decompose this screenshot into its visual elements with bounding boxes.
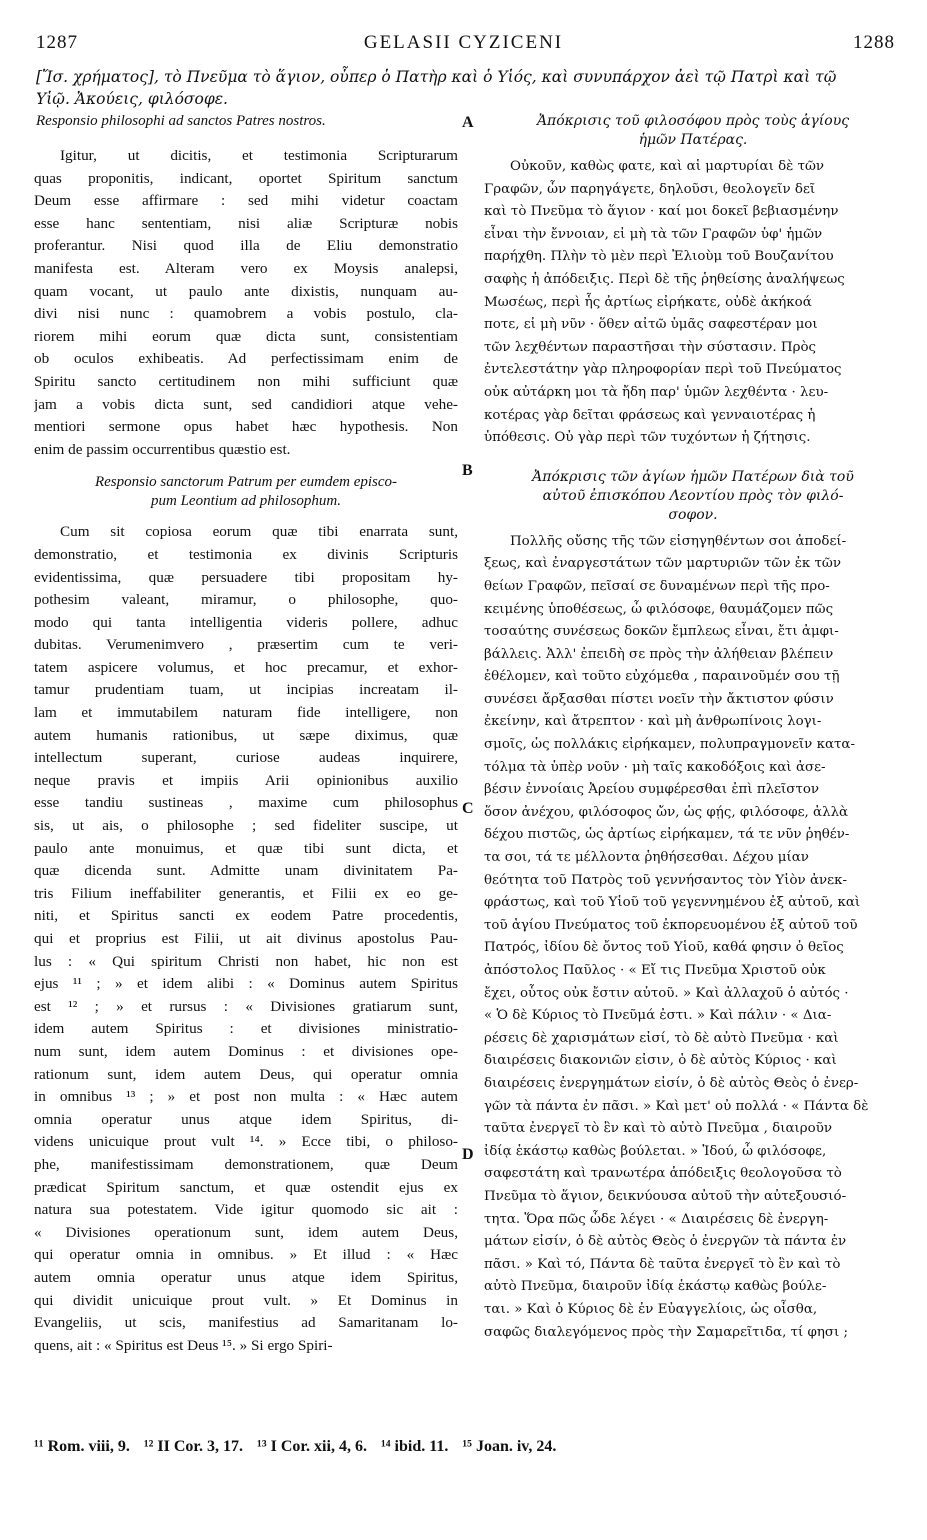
text-line: evidentissima, quæ persuadere tibi propositam hy- <box>34 568 458 586</box>
footnote-11: ¹¹ Rom. viii, 9. <box>34 1438 130 1455</box>
text-line: niti, et Spiritus sancti ex eodem Patre procedentis, <box>34 907 458 925</box>
text-line: quam vocant, ut paulo ante dixistis, nunquam au- <box>34 282 458 300</box>
text-line: διαιρέσεις διακονιῶν εἰσιν, ὁ δὲ αὐτὸς Κύριος · καὶ <box>484 1053 837 1069</box>
text-line: σμοῖς, ὡς πολλάκις εἰρήκαμεν, πολυπραγμονεῖν κατα- <box>484 737 855 753</box>
text-line: Πατρός, ἰδίου δὲ ὄντος τοῦ Υἱοῦ, καθά φησιν ὁ θεῖος <box>484 940 844 956</box>
text-line: sis, ut ais, o philosophe ; sed fideliter suscipe, ut <box>34 817 458 835</box>
text-line: Deum esse affirmare : sed mihi videtur coactam <box>34 192 458 210</box>
text-line: divi nisi nunc : quamobrem a vobis postulo, cla- <box>34 305 458 323</box>
text-line: lam et immutabilem naturam fide intelligere, non <box>34 704 458 722</box>
text-line: κειμένης ὑποθέσεως, ὦ φιλόσοφε, θαυμάζομεν πῶς <box>484 601 834 617</box>
page-number-left: 1287 <box>36 32 78 53</box>
text-line: Γραφῶν, ὧν παρηγάγετε, δηλοῦσι, θεολογεῖν δεῖ <box>484 181 816 197</box>
text-line: Igitur, ut dicitis, et testimonia Scripturarum <box>60 147 458 164</box>
footnote-13: ¹³ I Cor. xii, 4, 6. <box>257 1438 367 1455</box>
text-line: σαφῶς διαλεγόμενος πρὸς τὴν Σαμαρεῖτιδα, τί φησι ; <box>484 1324 849 1340</box>
text-line: διαιρέσεις ἐνεργημάτων εἰσίν, ὁ δὲ αὐτὸς Θεὸς ὁ ἐνερ- <box>484 1075 859 1091</box>
text-line: σαφεστάτη καὶ τρανωτέρα ἀπόδειξις θεολογοῦσα τὸ <box>484 1166 842 1182</box>
text-line: proferantur. Nisi quod illa de Eliu demonstratio <box>34 237 458 255</box>
text-line: τα σοι, τά τε μέλλοντα ῥηθήσεσθαι. Δέχου μίαν <box>484 850 809 866</box>
text-line: jam a vobis dicta sunt, sed candidiori atque vehe- <box>34 395 458 413</box>
latin-heading-2a: Responsio sanctorum Patrum per eumdem episco- <box>94 474 398 491</box>
text-line: tris Filium ineffabiliter generantis, et Filii ex eo ge- <box>34 884 458 902</box>
text-line: ρέσεις δὲ χαρισμάτων εἰσί, τὸ δὲ αὐτὸ Πνεῦμα · καὶ <box>484 1030 839 1046</box>
text-line: δέχου πιστῶς, ὡς ἀρτίως εἰρήκαμεν, τά τε νῦν ῥηθέν- <box>484 827 850 843</box>
text-line: pothesim valeant, miramur, o philosophe, quo- <box>34 591 458 609</box>
page-number-right: 1288 <box>853 32 895 53</box>
text-line: esse tandiu sustineas , maxime cum philosophus <box>34 794 458 812</box>
top-line-1: [Ἴσ. χρήματος], τὸ Πνεῦμα τὸ ἅγιον, οὗπερ ὁ Πατὴρ καὶ ὁ Υἱός, καὶ συνυπάρχον ἀεὶ τῷ Πατρὶ καὶ τῷ <box>36 68 837 86</box>
text-line: videns unicuique prout vult ¹⁴. » Ecce tibi, o philoso- <box>34 1133 458 1151</box>
text-line: num sunt, idem autem Dominus : et divisiones ope- <box>34 1042 458 1060</box>
text-line: Evangeliis, ut scis, manifestius ad Samaritanam lo- <box>34 1314 458 1332</box>
text-line: ξεως, καὶ ἐναργεστάτων τῶν μαρτυριῶν τῶν ἐκ τῶν <box>484 556 841 572</box>
text-line: καὶ τὸ Πνεῦμα τὸ ἅγιον · καί μοι δοκεῖ βεβιασμένην <box>484 204 839 220</box>
text-line: enim de passim occurrentibus quæstio est. <box>34 440 291 458</box>
text-line: Μωσέως, περὶ ἧς ἀρτίως εἰρήκατε, οὐδὲ ἀκήκοά <box>484 294 812 310</box>
latin-heading-1: Responsio philosophi ad sanctos Patres nostros. <box>36 113 326 129</box>
text-line: τῶν λεχθέντων παραστῆσαι τὴν σύστασιν. Πρὸς <box>484 339 817 355</box>
text-line: θείων Γραφῶν, πεῖσαί σε δυναμένων περὶ τῆς προ- <box>484 578 830 594</box>
text-line: rationum sunt, idem autem Deus, qui operatur omnia <box>34 1065 458 1083</box>
footnote-15: ¹⁵ Joan. iv, 24. <box>462 1438 557 1455</box>
text-line: phe, manifestissimam demonstrationem, quæ Deum <box>34 1155 458 1173</box>
text-line: riorem mihi eorum quæ dicta sunt, consistentiam <box>34 327 458 345</box>
text-line: ἐθέλομεν, καὶ τοῦτο εὐχόμεθα , παραινοῦμέν σου τῇ <box>484 669 840 685</box>
text-line: σαφὴς ἡ ἀπόδειξις. Περὶ δὲ τῆς ῥηθείσης ἀναλήψεως <box>484 271 845 287</box>
marker-d: D <box>462 1146 474 1163</box>
text-line: ὑπόθεσις. Οὐ γὰρ περὶ τῶν τυχόντων ἡ ζήτησις. <box>484 430 811 446</box>
text-line: Spiritu sancto certitudinem non mihi sufficiunt quæ <box>34 372 458 390</box>
text-line: ἀπόστολος Παῦλος · « Εἴ τις Πνεῦμα Χριστοῦ οὐκ <box>484 963 826 978</box>
text-line: qui operatur omnia in omnibus. » Et illud : « Hæc <box>34 1246 458 1264</box>
marker-c: C <box>462 800 474 817</box>
marker-b: B <box>462 462 473 479</box>
text-line: βάλλεις. Ἀλλ' ἐπειδὴ σε πρὸς τὴν ἀλήθειαν βλέπειν <box>484 646 834 662</box>
text-line: prædicat Spiritum sanctum, et quæ ostendit ejus ex <box>34 1178 458 1196</box>
text-line: τητα. Ὅρα πῶς ὧδε λέγει · « Διαιρέσεις δὲ ἐνεργη- <box>484 1211 829 1227</box>
text-line: Πνεῦμα τὸ ἅγιον, δεικνύουσα αὐτοῦ τὴν αὐτεξουσιό- <box>484 1188 847 1204</box>
text-line: idem autem Spiritus : et divisiones ministratio- <box>34 1020 458 1038</box>
text-line: ταῦτα ἐνεργεῖ τὸ ἓν καὶ τὸ αὐτὸ Πνεῦμα , διαιροῦν <box>484 1121 832 1137</box>
latin-heading-2b: pum Leontium ad philosophum. <box>150 493 341 510</box>
text-line: Πολλῆς οὔσης τῆς τῶν εἰσηγηθέντων σοι ἀποδεί- <box>510 533 847 549</box>
text-line: autem humanis rationibus, ut sæpe diximus, quæ <box>34 726 458 744</box>
greek-heading-2b: αὐτοῦ ἐπισκόπου Λεοντίου πρὸς τὸν φιλό- <box>542 487 844 504</box>
text-line: neque pravis et impiis Arii opinionibus auxilio <box>34 771 458 789</box>
text-line: οὐκ αὐτάρκη μοι τὰ ἤδη παρ' ὑμῶν λεχθέντα · λευ- <box>484 384 829 400</box>
greek-column <box>484 112 902 1344</box>
text-line: ἔχει, οὗτος οὐκ ἔστιν αὐτοῦ. » Καὶ ἀλλαχοῦ ὁ αὐτός · <box>484 985 849 1001</box>
text-line: paulo ante monuimus, et quæ tibi sunt dicta, et <box>34 839 458 857</box>
greek-heading-1a: Ἀπόκρισις τοῦ φιλοσόφου πρὸς τοὺς ἁγίους <box>536 113 850 129</box>
text-line: τοσαύτης συνέσεως δοκῶν ἔμπλεως εἶναι, ἔτι ἀμφι- <box>484 624 839 640</box>
text-line: κοτέρας γὰρ δεῖται φράσεως καὶ γενναιοτέρας ἡ <box>484 407 816 423</box>
text-line: tamur prudentiam tuam, ut incipias increatam il- <box>34 681 458 699</box>
text-line: ob oculos exhibeatis. Ad perfectissimam enim de <box>34 350 458 368</box>
text-line: « Ὁ δὲ Κύριος τὸ Πνεῦμά ἐστι. » Καὶ πάλιν · « Δια- <box>484 1008 832 1024</box>
greek-paragraph-2 <box>484 531 902 1344</box>
text-line: φράστως, καὶ τοῦ Υἱοῦ τοῦ γεγεννημένου ἐξ αὐτοῦ, καὶ <box>484 895 861 911</box>
text-line: autem omnia operatur unus atque idem Spiritus, <box>34 1268 458 1286</box>
latin-paragraph-1 <box>34 145 458 461</box>
text-line: manifesta est. Alteram vero ex Moysis analepsi, <box>34 259 458 277</box>
text-line: tatem aspicere volumus, et hoc precamur, et exhor- <box>34 658 458 676</box>
text-line: in omnibus ¹³ ; » et post non multa : « Hæc autem <box>34 1088 458 1106</box>
text-line: qui et proprius est Filii, ut ait divinus apostolus Pau- <box>34 930 458 947</box>
text-line: εἶναι τὴν ἔννοιαν, εἰ μὴ τὰ τῶν Γραφῶν ὑφ' ἡμῶν <box>484 226 823 242</box>
text-line: τοῦ ἁγίου Πνεύματος τοῦ ἐκπορευομένου ἐξ αὐτοῦ τοῦ <box>484 917 858 933</box>
text-line: ὅσον ἀνέχου, φιλόσοφος ὤν, ὡς φῄς, φιλόσοφε, ἀλλὰ <box>484 804 849 820</box>
latin-column <box>34 112 458 1357</box>
greek-paragraph-1 <box>484 156 902 450</box>
text-line: quæ dicenda sunt. Admitte unam divinitatem Pa- <box>34 862 458 880</box>
text-line: natura sua potestatem. Vide igitur quomodo sic ait : <box>34 1201 458 1219</box>
text-line: ἐντελεστάτην γὰρ πληροφορίαν περὶ τοῦ Πνεύματος <box>484 362 842 378</box>
text-line: μάτων εἰσίν, ὁ δὲ αὐτὸς Θεὸς ὁ ἐνεργῶν τὰ πάντα ἐν <box>484 1234 847 1250</box>
text-line: quens, ait : « Spiritus est Deus ¹⁵. » Si ergo Spiri- <box>34 1336 333 1354</box>
text-line: βέσιν ἐννοίαις Ἀρείου συμφέρεσθαι ἐπὶ πλεῖστον <box>484 782 820 798</box>
greek-heading-1b: ἡμῶν Πατέρας. <box>638 132 748 148</box>
text-line: qui dividit unicuique prout vult. » Et Dominus in <box>34 1291 458 1309</box>
text-line: mentiori sermone opus habet hæc hypothesis. Non <box>34 418 458 436</box>
text-line: Cum sit copiosa eorum quæ tibi enarrata sunt, <box>60 523 458 541</box>
running-title: GELASII CYZICENI <box>363 32 564 53</box>
text-line: Οὐκοῦν, καθὼς φατε, καὶ αἱ μαρτυρίαι δὲ τῶν <box>510 159 825 174</box>
text-line: πᾶσι. » Καὶ τό, Πάντα δὲ ταῦτα ἐνεργεῖ τὸ ἓν καὶ τὸ <box>484 1256 841 1272</box>
text-line: ἰδίᾳ ἑκάστῳ καθὼς βούλεται. » Ἰδού, ὦ φιλόσοφε, <box>484 1143 827 1159</box>
text-line: demonstratio, et testimonia ex divinis Scripturis <box>34 545 458 563</box>
text-line: συνέσει ἄρξασθαι πίστει νοεῖν τὴν ἄκτιστον φύσιν <box>484 691 834 707</box>
top-line-2: Υἱῷ. Ἀκούεις, φιλόσοφε. <box>36 90 228 108</box>
text-line: θεότητα τοῦ Πατρὸς τοῦ γεννήσαντος τὸν Υἱὸν ἀνεκ- <box>484 872 847 888</box>
text-line: γῶν τὰ πάντα ἐν πᾶσι. » Καὶ μετ' οὐ πολλά · « Πάντα δὲ <box>484 1098 869 1114</box>
greek-heading-2a: Ἀπόκρισις τῶν ἁγίων ἡμῶν Πατέρων διὰ τοῦ <box>532 468 854 485</box>
text-line: τόλμα τὰ ὑπὲρ νοῦν · μὴ ταῖς κακοδόξοις καὶ ἀσε- <box>484 759 826 775</box>
text-line: ται. » Καὶ ὁ Κύριος δὲ ἐν Εὐαγγελίοις, ὡς οἶσθα, <box>484 1301 818 1317</box>
text-line: ἐκείνην, καὶ ἄτρεπτον · καὶ μὴ ἀνθρωπίνοις λογι- <box>484 714 822 730</box>
text-line: αὐτὸ Πνεῦμα, διαιροῦν ἰδίᾳ ἑκάστῳ καθὼς βούλε- <box>484 1279 827 1295</box>
text-line: lus : « Qui spiritum Christi non habet, hic non est <box>34 952 458 970</box>
text-line: « Divisiones operationum sunt, idem autem Deus, <box>34 1223 458 1241</box>
text-line: παρήχθη. Πλὴν τὸ μὲν περὶ Ἐλιοὺμ τοῦ Βουζανίτου <box>484 249 834 265</box>
text-line: omnia operatur unus atque idem Spiritus, di- <box>34 1110 458 1128</box>
greek-heading-2c: σοφον. <box>668 506 718 523</box>
text-line: intellectum superant, curiose audeas inquirere, <box>34 749 458 767</box>
text-line: dubitas. Verumenimvero , præsertim cum te veri- <box>34 636 458 654</box>
text-line: ποτε, εἰ μὴ νῦν · ὅθεν αἰτῶ ὑμᾶς σαφεστέραν μοι <box>484 317 818 333</box>
text-line: esse hanc sententiam, nisi aliæ Scripturæ nobis <box>34 214 458 232</box>
footnotes <box>34 1438 894 1456</box>
text-line: ejus ¹¹ ; » et idem alibi : « Dominus autem Spiritus <box>34 975 458 993</box>
footnote-12: ¹² II Cor. 3, 17. <box>143 1438 244 1455</box>
footnote-14: ¹⁴ ibid. 11. <box>380 1438 449 1455</box>
text-line: modo qui tanta intelligentia videris pollere, adhuc <box>34 613 458 631</box>
latin-paragraph-2 <box>34 521 458 1357</box>
marker-a: A <box>462 114 474 131</box>
text-line: est ¹² ; » et rursus : « Divisiones gratiarum sunt, <box>34 997 458 1015</box>
text-line: quas proponitis, indicant, oportet Spiritum sanctum <box>34 169 458 187</box>
